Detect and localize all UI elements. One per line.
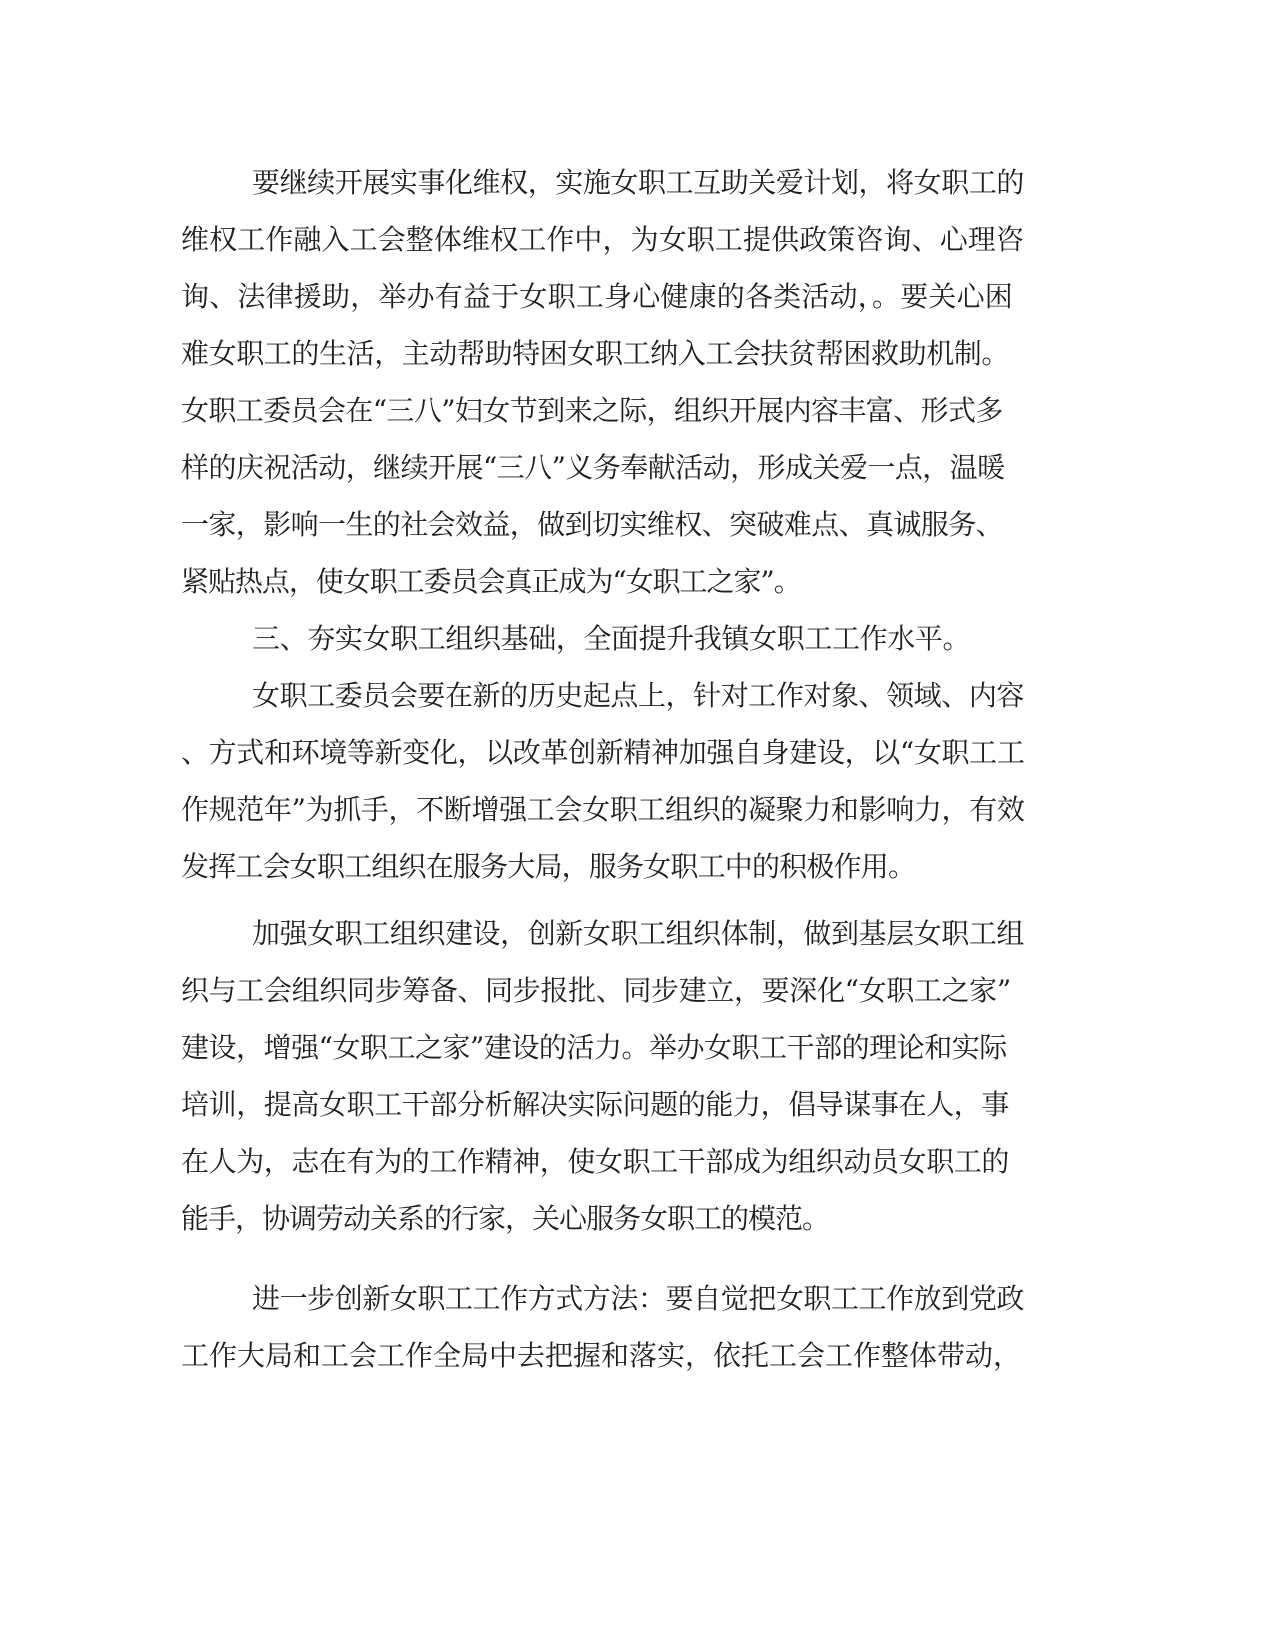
body-text-line: 维权工作融入工会整体维权工作中，为女职工提供政策咨询、心理咨 <box>181 223 1025 256</box>
body-text-line: 紧贴热点，使女职工委员会真正成为“女职工之家”。 <box>181 565 801 598</box>
body-text-line: 能手，协调劳动关系的行家，关心服务女职工的模范。 <box>181 1202 830 1235</box>
body-text-line: 女职工委员会在“三八”妇女节到来之际，组织开展内容丰富、形式多 <box>181 394 1003 427</box>
body-text-line: 进一步创新女职工工作方式方法：要自觉把女职工工作放到党政 <box>252 1282 1024 1315</box>
body-text-line: 要继续开展实事化维权，实施女职工互助关爱计划，将女职工的 <box>252 166 1024 199</box>
body-text-line: 织与工会组织同步筹备、同步报批、同步建立，要深化“女职工之家” <box>181 974 1011 1007</box>
body-text-line: 作规范年”为抓手，不断增强工会女职工组织的凝聚力和影响力，有效 <box>181 793 1025 826</box>
body-text-line: 样的庆祝活动，继续开展“三八”义务奉献活动，形成关爱一点，温暖 <box>181 451 1005 484</box>
body-text-line: 建设，增强“女职工之家”建设的活力。举办女职工干部的理论和实际 <box>181 1031 1007 1064</box>
body-text-line: 发挥工会女职工组织在服务大局，服务女职工中的积极作用。 <box>181 850 916 883</box>
body-text-line: 加强女职工组织建设，创新女职工组织体制，做到基层女职工组 <box>252 917 1024 950</box>
body-text-line: 一家，影响一生的社会效益，做到切实维权、突破难点、真诚服务、 <box>181 508 1004 541</box>
body-text-line: 难女职工的生活，主动帮助特困女职工纳入工会扶贫帮困救助机制。 <box>181 337 1010 370</box>
body-text-line: 女职工委员会要在新的历史起点上，针对工作对象、领域、内容 <box>252 679 1024 712</box>
body-text-line: 、方式和环境等新变化，以改革创新精神加强自身建设，以“女职工工 <box>181 736 1025 769</box>
section-heading: 三、夯实女职工组织基础，全面提升我镇女职工工作水平。 <box>252 622 971 655</box>
body-text-line: 在人为，志在有为的工作精神，使女职工干部成为组织动员女职工的 <box>181 1145 1010 1178</box>
body-text-line: 询、法律援助，举办有益于女职工身心健康的各类活动，。要关心困 <box>181 280 1014 313</box>
body-text-line: 工作大局和工会工作全局中去把握和落实，依托工会工作整体带动， <box>181 1339 1022 1372</box>
body-text-line: 培训，提高女职工干部分析解决实际问题的能力，倡导谋事在人，事 <box>181 1088 1010 1121</box>
